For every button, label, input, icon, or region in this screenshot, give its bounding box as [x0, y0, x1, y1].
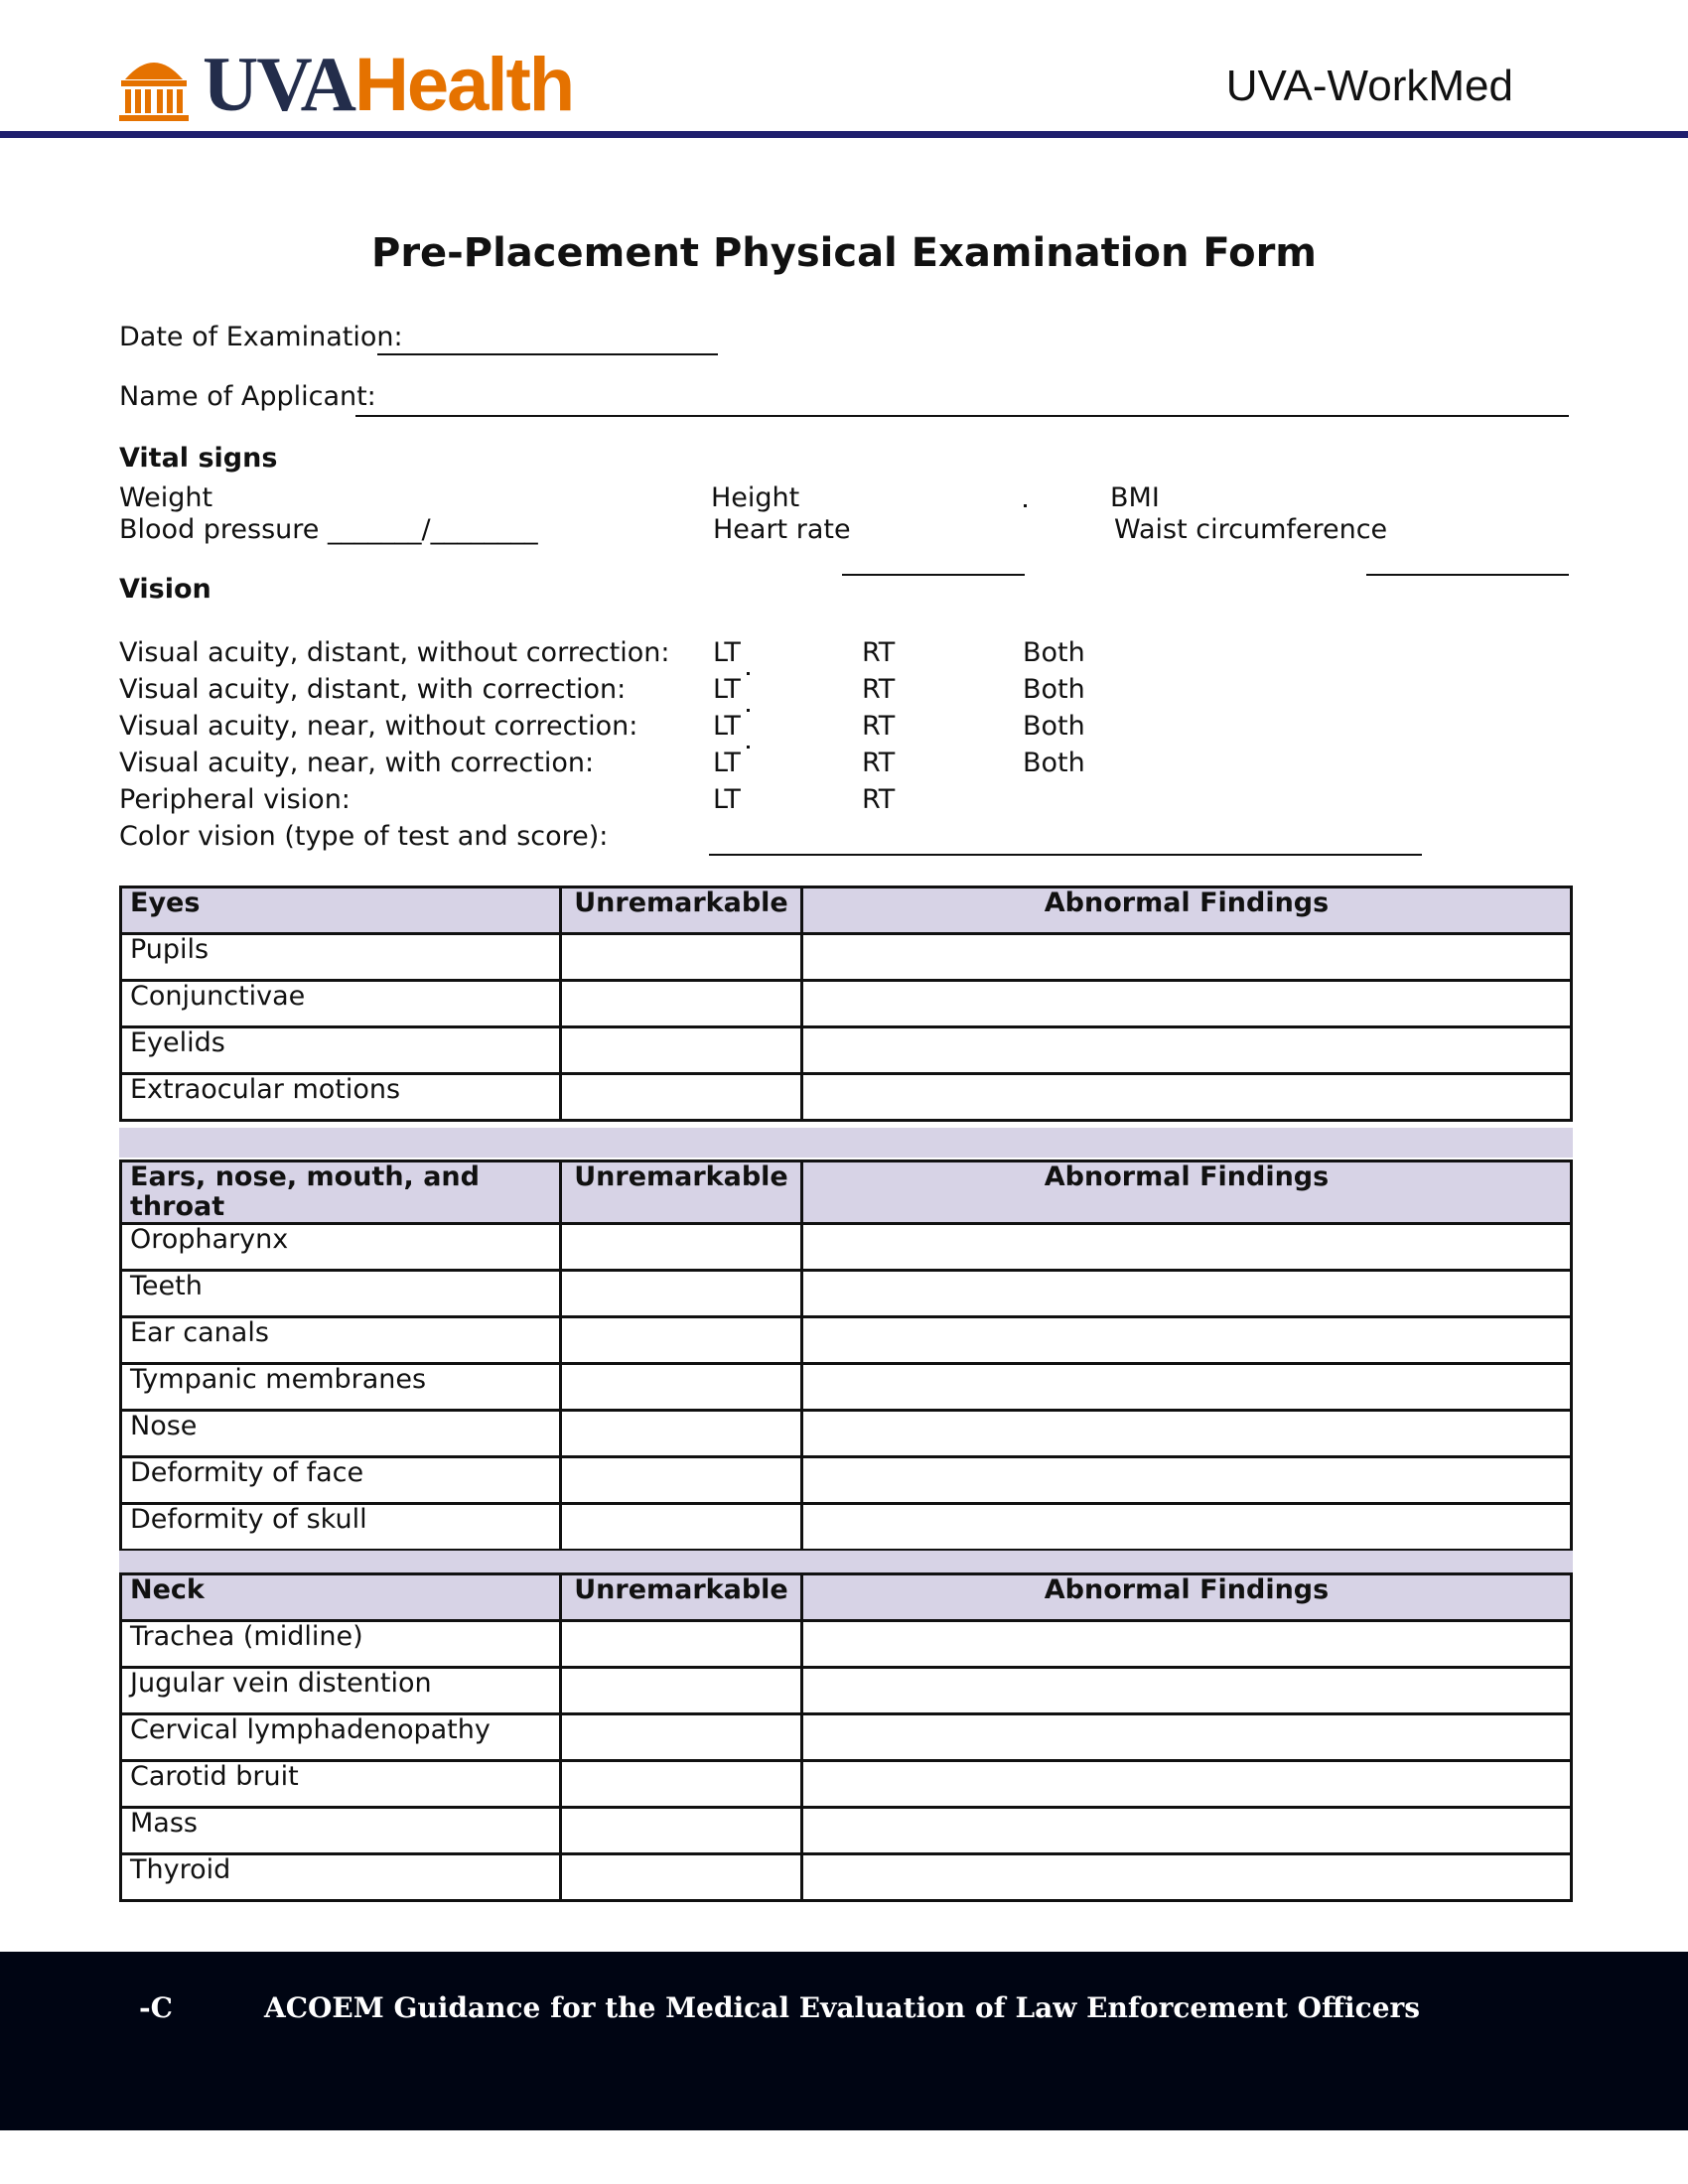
row-label: Nose [121, 1411, 561, 1457]
vision-rt: RT [862, 711, 896, 742]
unremarkable-cell[interactable] [561, 1621, 802, 1668]
vision-both: Both [1023, 748, 1085, 778]
unremarkable-cell[interactable] [561, 1808, 802, 1854]
vision-row-label: Peripheral vision: [119, 784, 351, 815]
vision-rt: RT [862, 784, 896, 815]
vision-heading: Vision [119, 574, 211, 605]
abnormal-findings-cell[interactable] [802, 1621, 1572, 1668]
table-row [121, 1621, 1572, 1668]
unremarkable-cell[interactable] [561, 1714, 802, 1761]
vision-lt: LT [713, 784, 741, 815]
neck-table [119, 1572, 1573, 1902]
abnormal-findings-cell[interactable] [802, 1808, 1572, 1854]
vision-rt: RT [862, 748, 896, 778]
table-header-row [121, 887, 1572, 934]
abnormal-findings-cell[interactable] [802, 1854, 1572, 1901]
vision-rt: RT [862, 637, 896, 668]
row-label: Cervical lymphadenopathy [121, 1714, 561, 1761]
vision-both: Both [1023, 711, 1085, 742]
table-row [121, 1317, 1572, 1364]
abnormal-findings-cell[interactable] [802, 1317, 1572, 1364]
row-label: Carotid bruit [121, 1761, 561, 1808]
footer-text: ACOEM Guidance for the Medical Evaluation of Law Enforcement Officers [264, 1991, 1421, 2024]
applicant-name-label: Name of Applicant: [119, 381, 376, 412]
unremarkable-header: Unremarkable [561, 1161, 802, 1224]
height-label: Height [711, 482, 800, 513]
table-row [121, 1364, 1572, 1411]
vision-both: Both [1023, 674, 1085, 705]
dot-mark [1024, 504, 1027, 507]
row-label: Teeth [121, 1271, 561, 1317]
row-label: Ear canals [121, 1317, 561, 1364]
date-label: Date of Examination: [119, 322, 403, 352]
vision-lt: LT [713, 637, 741, 668]
abnormal-findings-cell[interactable] [802, 1271, 1572, 1317]
unremarkable-cell[interactable] [561, 1854, 802, 1901]
abnormal-findings-cell[interactable] [802, 1457, 1572, 1504]
bmi-label: BMI [1110, 482, 1160, 513]
abnormal-findings-cell[interactable] [802, 1761, 1572, 1808]
vision-lt: LT [713, 748, 741, 778]
abnormal-findings-header: Abnormal Findings [802, 1161, 1572, 1224]
section-separator-band [119, 1128, 1573, 1158]
ent-table-title: Ears, nose, mouth, and throat [121, 1161, 561, 1224]
header-rule [0, 131, 1688, 138]
row-label: Oropharynx [121, 1224, 561, 1271]
table-row [121, 1668, 1572, 1714]
table-row [121, 1224, 1572, 1271]
abnormal-findings-cell[interactable] [802, 981, 1572, 1027]
date-field[interactable] [377, 353, 718, 355]
waist-field[interactable] [1366, 574, 1569, 576]
unremarkable-cell[interactable] [561, 981, 802, 1027]
abnormal-findings-cell[interactable] [802, 1027, 1572, 1074]
table-row [121, 1808, 1572, 1854]
unremarkable-cell[interactable] [561, 1668, 802, 1714]
vision-lt: LT [713, 674, 741, 705]
form-title: Pre-Placement Physical Examination Form [371, 230, 1317, 276]
logo-uva: UVA [203, 41, 354, 127]
unremarkable-header: Unremarkable [561, 887, 802, 934]
unremarkable-cell[interactable] [561, 1457, 802, 1504]
vision-row-label: Visual acuity, near, with correction: [119, 748, 595, 778]
ent-table [119, 1160, 1573, 1552]
heart-rate-field[interactable] [842, 574, 1025, 576]
weight-label: Weight [119, 482, 213, 513]
dot-mark [747, 672, 750, 675]
table-row [121, 1714, 1572, 1761]
abnormal-findings-cell[interactable] [802, 1504, 1572, 1551]
vision-lt: LT [713, 711, 741, 742]
row-label: Trachea (midline) [121, 1621, 561, 1668]
vision-row-label: Visual acuity, distant, with correction: [119, 674, 627, 705]
table-header-row [121, 1161, 1572, 1224]
vision-both: Both [1023, 637, 1085, 668]
unremarkable-cell[interactable] [561, 1364, 802, 1411]
row-label: Jugular vein distention [121, 1668, 561, 1714]
abnormal-findings-cell[interactable] [802, 1224, 1572, 1271]
unremarkable-cell[interactable] [561, 934, 802, 981]
row-label: Eyelids [121, 1027, 561, 1074]
uva-health-logo [117, 41, 604, 129]
table-row [121, 1457, 1572, 1504]
abnormal-findings-cell[interactable] [802, 1364, 1572, 1411]
row-label: Thyroid [121, 1854, 561, 1901]
table-row [121, 1074, 1572, 1121]
table-row [121, 1854, 1572, 1901]
abnormal-findings-cell[interactable] [802, 1668, 1572, 1714]
logo-wordmark [203, 41, 574, 127]
table-row [121, 981, 1572, 1027]
logo-health: Health [353, 43, 574, 127]
heart-rate-label: Heart rate [713, 514, 851, 545]
table-row [121, 1761, 1572, 1808]
abnormal-findings-header: Abnormal Findings [802, 1574, 1572, 1621]
abnormal-findings-cell[interactable] [802, 1714, 1572, 1761]
eyes-table [119, 886, 1573, 1122]
table-row [121, 934, 1572, 981]
neck-table-title: Neck [121, 1574, 561, 1621]
color-vision-field[interactable] [709, 854, 1422, 856]
table-header-row [121, 1574, 1572, 1621]
row-label: Deformity of skull [121, 1504, 561, 1551]
unremarkable-cell[interactable] [561, 1761, 802, 1808]
table-row [121, 1504, 1572, 1551]
dot-mark [747, 709, 750, 712]
table-row [121, 1271, 1572, 1317]
unremarkable-header: Unremarkable [561, 1574, 802, 1621]
abnormal-findings-cell[interactable] [802, 1411, 1572, 1457]
vision-row-label: Visual acuity, distant, without correction: [119, 637, 670, 668]
unremarkable-cell[interactable] [561, 1027, 802, 1074]
vital-signs-heading: Vital signs [119, 443, 278, 474]
row-label: Tympanic membranes [121, 1364, 561, 1411]
department-title: UVA-WorkMed [1225, 62, 1513, 110]
eyes-table-title: Eyes [121, 887, 561, 934]
vision-rt: RT [862, 674, 896, 705]
dot-mark [747, 746, 750, 749]
color-vision-label: Color vision (type of test and score): [119, 821, 609, 852]
table-row [121, 1027, 1572, 1074]
unremarkable-cell[interactable] [561, 1317, 802, 1364]
applicant-name-field[interactable] [355, 415, 1569, 417]
row-label: Extraocular motions [121, 1074, 561, 1121]
unremarkable-cell[interactable] [561, 1224, 802, 1271]
vision-row-label: Visual acuity, near, without correction: [119, 711, 638, 742]
waist-circumference-label: Waist circumference [1114, 514, 1388, 545]
unremarkable-cell[interactable] [561, 1504, 802, 1551]
row-label: Mass [121, 1808, 561, 1854]
abnormal-findings-cell[interactable] [802, 1074, 1572, 1121]
abnormal-findings-header: Abnormal Findings [802, 887, 1572, 934]
row-label: Conjunctivae [121, 981, 561, 1027]
abnormal-findings-cell[interactable] [802, 934, 1572, 981]
row-label: Deformity of face [121, 1457, 561, 1504]
rotunda-icon [117, 50, 191, 123]
blood-pressure-label: Blood pressure _______/________ [119, 514, 538, 545]
unremarkable-cell[interactable] [561, 1411, 802, 1457]
unremarkable-cell[interactable] [561, 1271, 802, 1317]
row-label: Pupils [121, 934, 561, 981]
table-row [121, 1411, 1572, 1457]
unremarkable-cell[interactable] [561, 1074, 802, 1121]
footer-code: -C [139, 1991, 173, 2024]
page-footer [0, 1952, 1688, 2130]
